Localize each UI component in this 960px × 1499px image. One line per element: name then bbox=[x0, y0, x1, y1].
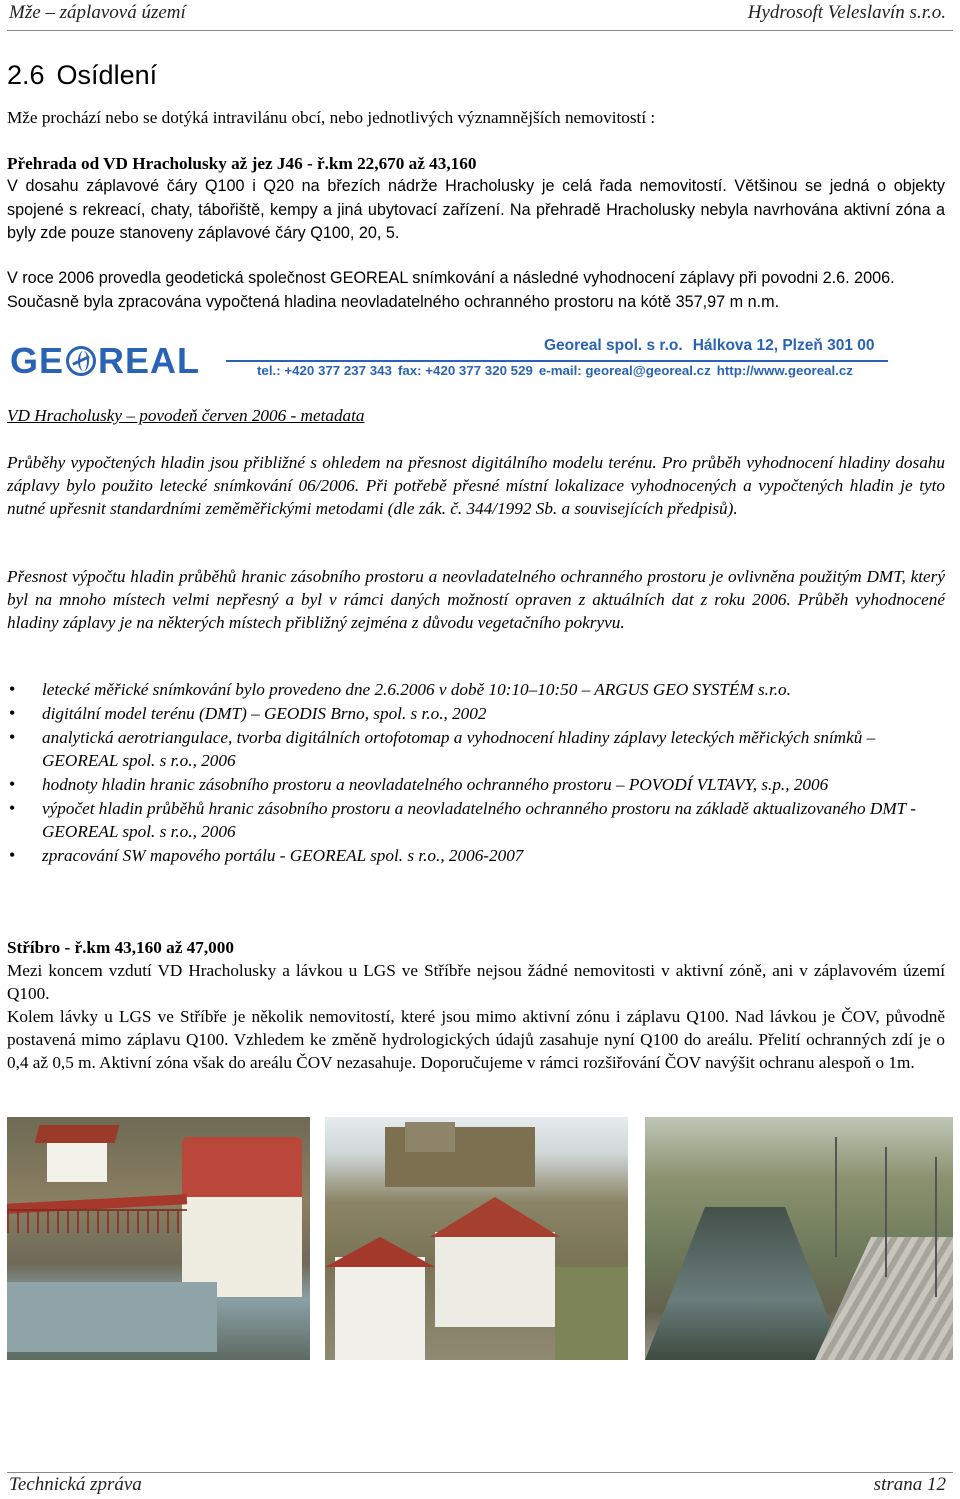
block2-heading: Stříbro - ř.km 43,160 až 47,000 bbox=[7, 938, 234, 957]
metadata-paragraph-1: Průběhy vypočtených hladin jsou přibližné s ohledem na přesnost digitálního modelu terénu. Pro průběh vyhodnocení hladiny dosahu záplavy bylo použito letecké snímkování 06/2006. Při potřebě přesné místní lokalizace vyhodnocených a vypočtených hladin je tyto nutné upřesnit standardními zeměměřickými metodami (dle zák. č. 344/1992 Sb. a souvisejících předpisů). bbox=[7, 453, 945, 518]
banner-fax: fax: +420 377 320 529 bbox=[397, 363, 533, 378]
globe-icon bbox=[66, 346, 96, 376]
footer-rule bbox=[7, 1472, 953, 1473]
metadata-bullet-list bbox=[7, 678, 945, 868]
block2-paragraph-2: Kolem lávky u LGS ve Stříbře je několik nemovitostí, které jsou mimo aktivní zónu i záplavu Q100. Nad lávkou je ČOV, původně postavená mimo záplavu Q100. Vzhledem ke změně hydrologických údajů zasahuje nyní Q100 do areálu. Přelití ochranných zdí je o 0,4 až 0,5 m. Aktivní zóna však do areálu ČOV nezasahuje. Doporučujeme v rámci rozšiřování ČOV navýšit ochranu alespoň o 1m. bbox=[7, 1007, 945, 1072]
banner-web: http://www.georeal.cz bbox=[716, 363, 853, 378]
block1-text: V dosahu záplavové čáry Q100 i Q20 na březích nádrže Hracholusky je celá řada nemovitostí. Většinou se jedná o objekty spojené s rekreací, chaty, tábořiště, kempy a jiná ubytovací zařízení. Na přehradě Hracholusky nebyla navrhována aktivní zóna a byly zde pouze stanoveny záplavové čáry Q100, 20, 5. bbox=[7, 177, 945, 242]
photo-footbridge bbox=[7, 1117, 310, 1360]
section-title bbox=[7, 60, 945, 91]
banner-company: Georeal spol. s r.o. bbox=[544, 337, 683, 354]
list-item: • digitální model terénu (DMT) – GEODIS Brno, spol. s r.o., 2002 bbox=[7, 702, 945, 725]
header-rule bbox=[7, 30, 953, 31]
banner-company-line bbox=[544, 337, 875, 355]
block1-text2: V roce 2006 provedla geodetická společnost GEOREAL snímkování a následné vyhodnocení záplavy při povodni 2.6. 2006. Současně byla zpracována vypočtená hladina neovladatelného ochranného prostoru na kótě 357,97 m n.m. bbox=[7, 269, 895, 311]
list-item: • zpracování SW mapového portálu - GEOREAL spol. s r.o., 2006-2007 bbox=[7, 844, 945, 867]
section-title-text: Osídlení bbox=[56, 60, 158, 90]
georeal-logo: GE REAL bbox=[10, 340, 201, 381]
banner-rule bbox=[226, 360, 888, 362]
georeal-banner bbox=[10, 336, 888, 382]
header-right: Hydrosoft Veleslavín s.r.o. bbox=[747, 2, 946, 23]
metadata-paragraph-2: Přesnost výpočtu hladin průběhů hranic zásobního prostoru a neovladatelného ochranného prostoru je ovlivněna použitým DMT, který byl na mnoho místech velmi nepřesný a byl v rámci daných možností opraven z aktuálních dat z roku 2006. Průběh vyhodnocené hladiny záplavy je na některých místech přibližný zejména z důvodu vegetačního pokryvu. bbox=[7, 567, 945, 632]
metadata-heading: VD Hracholusky – povodeň červen 2006 - metadata bbox=[7, 406, 365, 425]
list-item: • hodnoty hladin hranic zásobního prostoru a neovladatelného ochranného prostoru – POVODÍ VLTAVY, s.p., 2006 bbox=[7, 773, 945, 796]
banner-tel: tel.: +420 377 237 343 bbox=[257, 363, 392, 378]
banner-contact-line bbox=[257, 363, 853, 378]
block2-paragraph-1: Mezi koncem vzdutí VD Hracholusky a lávkou u LGS ve Stříbře nejsou žádné nemovitosti v aktivní zóně, ani v záplavovém území Q100. bbox=[7, 961, 945, 1003]
photo-river-wall bbox=[645, 1117, 953, 1360]
block1-heading: Přehrada od VD Hracholusky až jez J46 - ř.km 22,670 až 43,160 bbox=[7, 154, 477, 173]
header-left: Mže – záplavová území bbox=[9, 2, 186, 23]
photo-strip bbox=[7, 1117, 953, 1360]
list-item: • letecké měřické snímkování bylo provedeno dne 2.6.2006 v době 10:10–10:50 – ARGUS GEO SYSTÉM s.r.o. bbox=[7, 678, 945, 701]
banner-email: e-mail: georeal@georeal.cz bbox=[538, 363, 711, 378]
photo-houses bbox=[325, 1117, 628, 1360]
list-item: • výpočet hladin průběhů hranic zásobního prostoru a neovladatelného ochranného prostoru na základě aktualizovaného DMT - GEOREAL spol. s r.o., 2006 bbox=[7, 797, 945, 843]
footer-page-number: strana 12 bbox=[873, 1474, 946, 1495]
list-item: • analytická aerotriangulace, tvorba digitálních ortofotomap a vyhodnocení hladiny záplavy leteckých měřických snímků – GEOREAL spol. s r.o., 2006 bbox=[7, 726, 945, 772]
section-number: 2.6 bbox=[7, 60, 45, 90]
footer-left: Technická zpráva bbox=[9, 1474, 142, 1495]
intro-text: Mže prochází nebo se dotýká intravilánu obcí, nebo jednotlivých významnějších nemovitostí : bbox=[7, 108, 656, 127]
banner-address: Hálkova 12, Plzeň 301 00 bbox=[692, 337, 875, 354]
